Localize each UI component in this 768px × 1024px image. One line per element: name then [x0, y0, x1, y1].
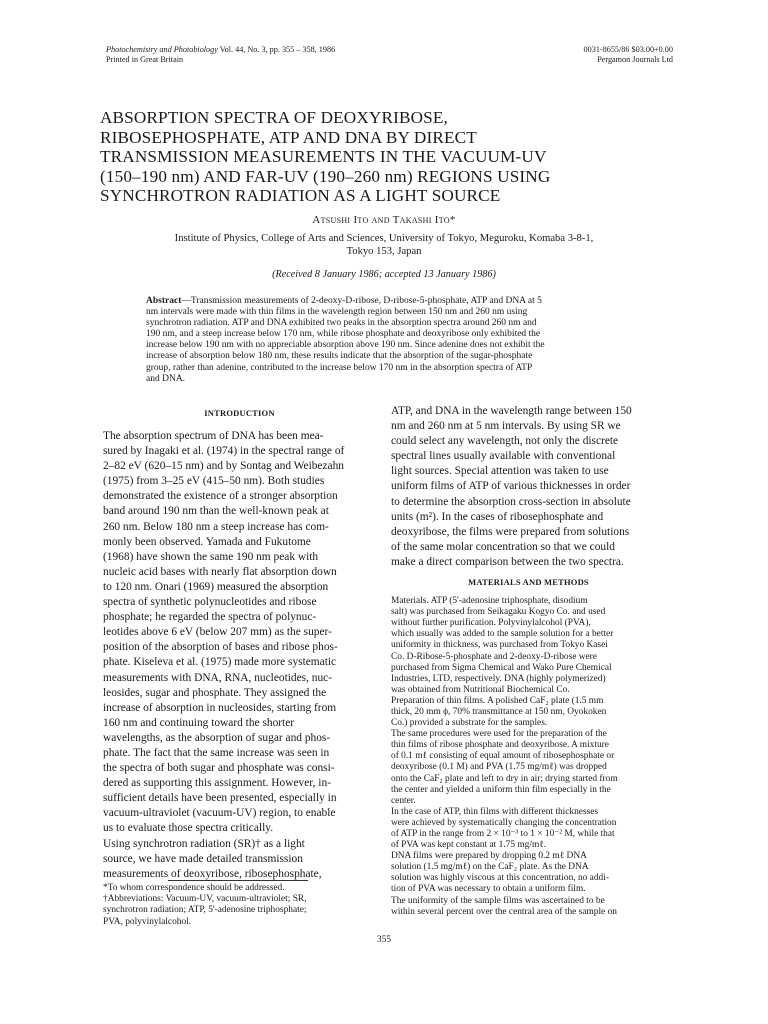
publisher: Pergamon Journals Ltd	[597, 55, 673, 64]
text-line: 260 nm. Below 180 nm a steep increase has com-	[103, 520, 329, 533]
text-line: solution was highly viscous at this concentration, no addi-	[391, 873, 609, 884]
text-line: dered as supporting this assignment. However, in-	[103, 777, 331, 790]
title-line: ABSORPTION SPECTRA OF DEOXYRIBOSE,	[100, 108, 448, 127]
abstract-line: nm intervals were made with thin films in the wavelength region between 150 nm and 260 nm using	[146, 307, 528, 318]
text-line: of PVA was kept constant at 1.75 mg/mℓ.	[391, 840, 547, 851]
left-column	[103, 404, 376, 882]
text-line: 2–82 eV (620–15 nm) and by Sontag and Weibezahn	[103, 460, 344, 473]
text-line: Co. D-Ribose-5-phosphate and 2-deoxy-D-ribose were	[391, 651, 597, 662]
text-line: tion of PVA was necessary to obtain a uniform film.	[391, 884, 586, 895]
text-line: nucleic acid bases with nearly flat absorption down	[103, 565, 337, 578]
text-line: phate. The fact that the same increase was seen in	[103, 746, 330, 759]
journal-citation-line	[106, 45, 335, 55]
text-line: uniform films of ATP of various thicknesses in order	[391, 480, 631, 493]
footnote-line: synchrotron radiation; ATP, 5'-adenosine triphosphate;	[103, 905, 307, 916]
text-line: were achieved by systematically changing the concentration	[391, 817, 617, 828]
text-line: salt) was purchased from Seikagaku Kogyo Co. and used	[391, 607, 606, 618]
text-line: of 0.1 mℓ consisting of equal amount of ribosephosphate or	[391, 751, 615, 762]
text-line: within several percent over the central area of the sample on	[391, 906, 617, 917]
text-line: spectral lines usually available with conventional	[391, 450, 616, 463]
text-line: leotides above 6 eV (below 207 mm) as the super-	[103, 626, 332, 639]
text-line: Materials. ATP (5'-adenosine triphosphate, disodium	[391, 596, 588, 607]
text-line: In the case of ATP, thin films with different thicknesses	[391, 806, 599, 817]
text-line: position of the absorption of bases and ribose phos-	[103, 641, 338, 654]
introduction-text	[103, 429, 376, 882]
text-line: increase of absorption in nucleosides, starting from	[103, 701, 337, 714]
text-line: DNA films were prepared by dropping 0.2 mℓ DNA	[391, 851, 587, 862]
abstract-line: group, rather than adenine, contributed to the increase below 170 nm in the absorption spectra of ATP	[146, 362, 533, 373]
text-line: measurements with DNA, RNA, nucleotides, nuc-	[103, 671, 333, 684]
text-line: was obtained from Nutritional Biochemical Co.	[391, 684, 570, 695]
title-line: SYNCHROTRON RADIATION AS A LIGHT SOURCE	[100, 186, 501, 205]
text-line: could select any wavelength, not only the discrete	[391, 435, 619, 448]
text-line: measurements of deoxyribose, ribosephosphate,	[103, 867, 322, 880]
abstract-heading: Abstract	[146, 296, 182, 306]
citation: Vol. 44, No. 3, pp. 355 – 358, 1986	[219, 45, 336, 54]
text-line: units (m²). In the cases of ribosephosphate and	[391, 510, 604, 523]
text-line: phate. Kiseleva et al. (1975) made more systematic	[103, 656, 337, 669]
introduction-heading: INTRODUCTION	[204, 408, 275, 418]
text-line: source, we have made detailed transmission	[103, 852, 303, 865]
page-number: 355	[376, 935, 392, 945]
abstract-line: increase of absorption below 180 nm, these results indicate that the absorption of the sugar-phosphate	[146, 351, 533, 362]
abstract-first-line	[146, 296, 542, 307]
text-line: ATP, and DNA in the wavelength range between 150	[391, 405, 632, 417]
text-line: light sources. Special attention was taken to use	[391, 465, 609, 478]
text-line: onto the CaF₂ plate and left to dry in air; drying started from	[391, 773, 618, 784]
text-line: sured by Inagaki et al. (1974) in the spectral range of	[103, 445, 345, 458]
text-line: solution (1.5 mg/mℓ) on the CaF₂ plate. As the DNA	[391, 862, 589, 873]
text-line: purchased from Sigma Chemical and Wako Pure Chemical	[391, 662, 612, 673]
text-line: leosides, sugar and phosphate. They assigned the	[103, 686, 327, 699]
text-line: us to evaluate those spectra critically.	[103, 822, 274, 835]
text-line: of the same molar concentration so that we could	[391, 540, 615, 553]
text-line: Co.) provided a substrate for the samples.	[391, 718, 548, 729]
affiliation-line: Tokyo 153, Japan	[346, 245, 422, 257]
paper-title	[100, 108, 668, 206]
affiliation	[100, 233, 668, 258]
text-line: (1968) have shown the same 190 nm peak with	[103, 550, 319, 563]
text-line: deoxyribose, the films were prepared from solutions	[391, 525, 630, 538]
text-line: the spectra of both sugar and phosphate was consi-	[103, 762, 335, 775]
text-line: demonstrated the existence of a stronger absorption	[103, 490, 338, 503]
printed-in: Printed in Great Britain	[106, 55, 184, 64]
abstract-line: synchrotron radiation. ATP and DNA exhibited two peaks in the absorption spectra around 260 nm and	[146, 318, 537, 329]
methods-text	[391, 596, 666, 918]
title-line: RIBOSEPHOSPHATE, ATP AND DNA BY DIRECT	[100, 127, 477, 147]
text-line: which usually was added to the sample solution for a better	[391, 629, 614, 640]
title-line: TRANSMISSION MEASUREMENTS IN THE VACUUM-UV	[100, 147, 547, 166]
introduction-continued-text	[391, 404, 666, 570]
text-line: sufficient details have been presented, especially in	[103, 792, 337, 805]
text-line: to 120 nm. Onari (1969) measured the absorption	[103, 580, 329, 593]
right-column	[391, 404, 666, 918]
text-line: The same procedures were used for the preparation of the	[391, 729, 607, 740]
text-line: the center and yielded a uniform thin film especially in the	[391, 784, 611, 795]
footnote-line: †Abbreviations: Vacuum-UV, vacuum-ultraviolet; SR,	[103, 894, 307, 905]
footnote-rule	[168, 880, 308, 881]
text-line: Industries, LTD, respectively. DNA (highly polymerized)	[391, 673, 606, 684]
text-line: phosphate; he regarded the spectra of polynuc-	[103, 611, 317, 624]
abstract	[146, 296, 632, 385]
abstract-line: increase below 190 nm with no appreciable absorption above 190 nm. Since adenine does not exhibit the	[146, 340, 545, 351]
text-line: Using synchrotron radiation (SR)† as a light	[103, 837, 305, 850]
price-code: 0031-8655/86 $03.00+0.00	[583, 45, 673, 54]
running-header-left	[106, 45, 335, 65]
text-line: band around 190 nm than the well-known peak at	[103, 505, 329, 518]
footnote-line: *To whom correspondence should be addressed.	[103, 883, 285, 893]
footnotes	[103, 883, 378, 928]
text-line: without further purification. Polyvinylalcohol (PVA),	[391, 618, 591, 629]
text-line: thin films of ribose phosphate and deoxyribose. A mixture	[391, 740, 609, 751]
abstract-line: and DNA.	[146, 373, 186, 384]
received-dates: (Received 8 January 1986; accepted 13 January 1986)	[272, 269, 496, 280]
running-header-right	[584, 45, 673, 65]
footnote-line: PVA, polyvinylalcohol.	[103, 916, 192, 927]
text-line: center.	[391, 795, 416, 806]
abstract-first-line-text: —Transmission measurements of 2-deoxy-D-ribose, D-ribose-5-phosphate, ATP and DNA at 5	[181, 296, 542, 306]
text-line: Preparation of thin films. A polished CaF₂ plate (1.5 mm	[391, 695, 604, 706]
text-line: of ATP in the range from 2 × 10⁻³ to 1 × 10⁻² M, while that	[391, 829, 615, 839]
text-line: The uniformity of the sample films was ascertained to be	[391, 895, 605, 906]
text-line: uniformity in thickness, was purchased from Tokyo Kasei	[391, 640, 608, 651]
text-line: monly been observed. Yamada and Fukutome	[103, 535, 311, 548]
text-line: wavelengths, as the absorption of sugar and phos-	[103, 731, 331, 744]
text-line: nm and 260 nm at 5 nm intervals. By using SR we	[391, 420, 621, 433]
text-line: deoxyribose (0.1 M) and PVA (1.75 mg/mℓ) was dropped	[391, 762, 607, 773]
journal-name: Photochemistry and Photobiology	[106, 45, 218, 54]
affiliation-line: Institute of Physics, College of Arts and Sciences, University of Tokyo, Meguroku, Komaba 3-8-1,	[174, 233, 594, 244]
authors: Atsushi Ito and Takashi Ito*	[312, 214, 456, 226]
text-line: spectra of synthetic polynucleotides and ribose	[103, 596, 317, 609]
text-line: make a direct comparison between the two spectra.	[391, 555, 624, 568]
text-line: to determine the absorption cross-section in absolute	[391, 495, 631, 508]
text-line: 160 nm and continuing toward the shorter	[103, 716, 295, 729]
text-line: (1975) from 3–25 eV (415–50 nm). Both studies	[103, 475, 325, 488]
title-line: (150–190 nm) AND FAR-UV (190–260 nm) REGIONS USING	[100, 166, 551, 186]
text-line: The absorption spectrum of DNA has been mea-	[103, 430, 324, 442]
methods-heading: MATERIALS AND METHODS	[468, 577, 589, 588]
text-line: vacuum-ultraviolet (vacuum-UV) region, to enable	[103, 807, 336, 820]
abstract-line: 190 nm, and a steep increase below 170 nm, while ribose phosphate and deoxyribose only exhibited the	[146, 329, 541, 340]
text-line: thick, 20 mm ϕ, 70% transmittance at 150 nm, Oyokoken	[391, 706, 607, 717]
